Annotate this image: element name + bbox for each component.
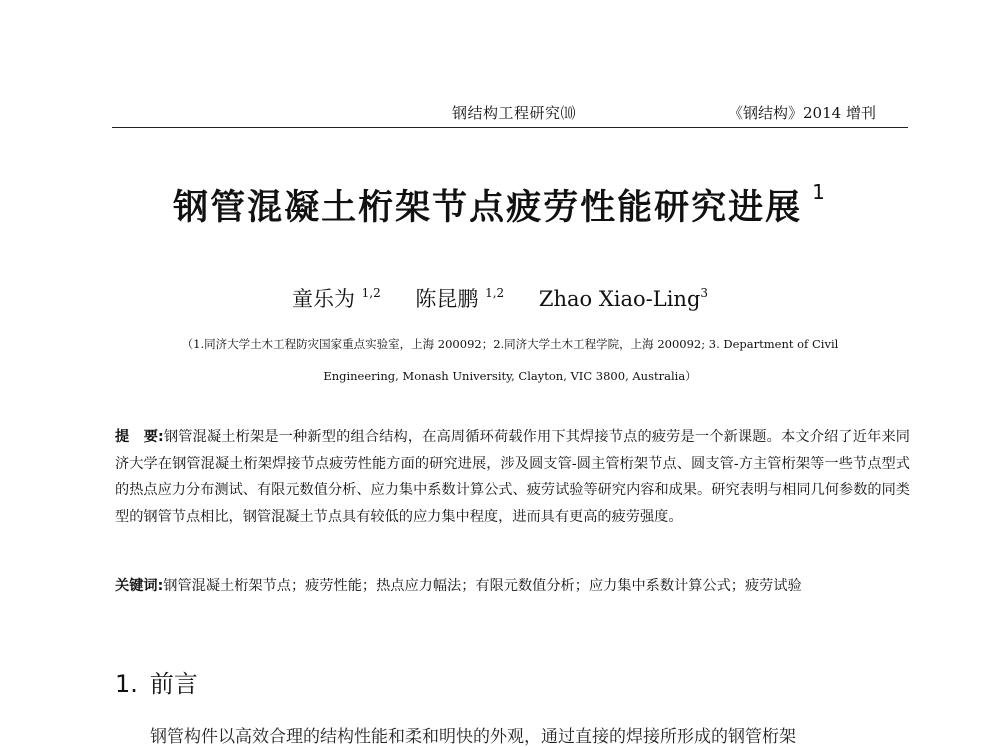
author-name: 陈昆鹏 bbox=[415, 287, 479, 311]
author bbox=[292, 287, 381, 311]
author-list bbox=[0, 283, 1000, 313]
title-footnote-mark: 1 bbox=[812, 180, 827, 204]
abstract bbox=[115, 424, 910, 530]
running-header-right: 《钢结构》2014 增刊 bbox=[728, 104, 876, 122]
body-text-first-line: 钢管构件以高效合理的结构性能和柔和明快的外观，通过直接的焊接所形成的钢管桁架 bbox=[150, 727, 796, 747]
running-header-left: 钢结构工程研究⑽ bbox=[452, 104, 577, 122]
abstract-text: 钢管混凝土桁架是一种新型的组合结构，在高周循环荷载作用下其焊接节点的疲劳是一个新课题。本文介绍了近年来同济大学在钢管混凝土桁架焊接节点疲劳性能方面的研究进展，涉及圆支管-圆主管桁架节点、圆支管-方主管桁架等一些节点型式的热点应力分布测试、有限元数值分析、应力集中系数计算公式、疲劳试验等研究内容和成果。研究表明与相同几何参数的同类型的钢管节点相比，钢管混凝土节点具有较低的应力集中程度，进而具有更高的疲劳强度。 bbox=[115, 429, 910, 525]
paper-title-text: 钢管混凝土桁架节点疲劳性能研究进展 bbox=[173, 188, 803, 228]
paper-title bbox=[0, 180, 1000, 230]
section-number: 1. bbox=[115, 670, 138, 698]
author-affil-mark: 1,2 bbox=[485, 286, 505, 300]
keywords-text: 钢管混凝土桁架节点；疲劳性能；热点应力幅法；有限元数值分析；应力集中系数计算公式；疲劳试验 bbox=[163, 578, 802, 594]
author bbox=[415, 287, 504, 311]
affiliation-line-1: （1.同济大学土木工程防灾国家重点实验室，上海 200092；2.同济大学土木工程学院，上海 200092; 3. Department of Civil bbox=[181, 337, 839, 351]
author-affil-mark: 1,2 bbox=[361, 286, 381, 300]
author-name: 童乐为 bbox=[291, 287, 355, 311]
affiliation-line-2: Engineering, Monash University, Clayton, VIC 3800, Australia） bbox=[323, 369, 697, 383]
section-heading bbox=[115, 664, 198, 699]
abstract-label: 提 要: bbox=[115, 429, 164, 445]
author bbox=[539, 287, 708, 311]
author-affil-mark: 3 bbox=[700, 286, 709, 300]
keywords-label: 关键词: bbox=[115, 578, 164, 594]
author-name: Zhao Xiao-Ling bbox=[538, 287, 701, 311]
section-title: 前言 bbox=[149, 670, 198, 698]
header-rule bbox=[112, 127, 908, 128]
keywords bbox=[115, 573, 910, 600]
